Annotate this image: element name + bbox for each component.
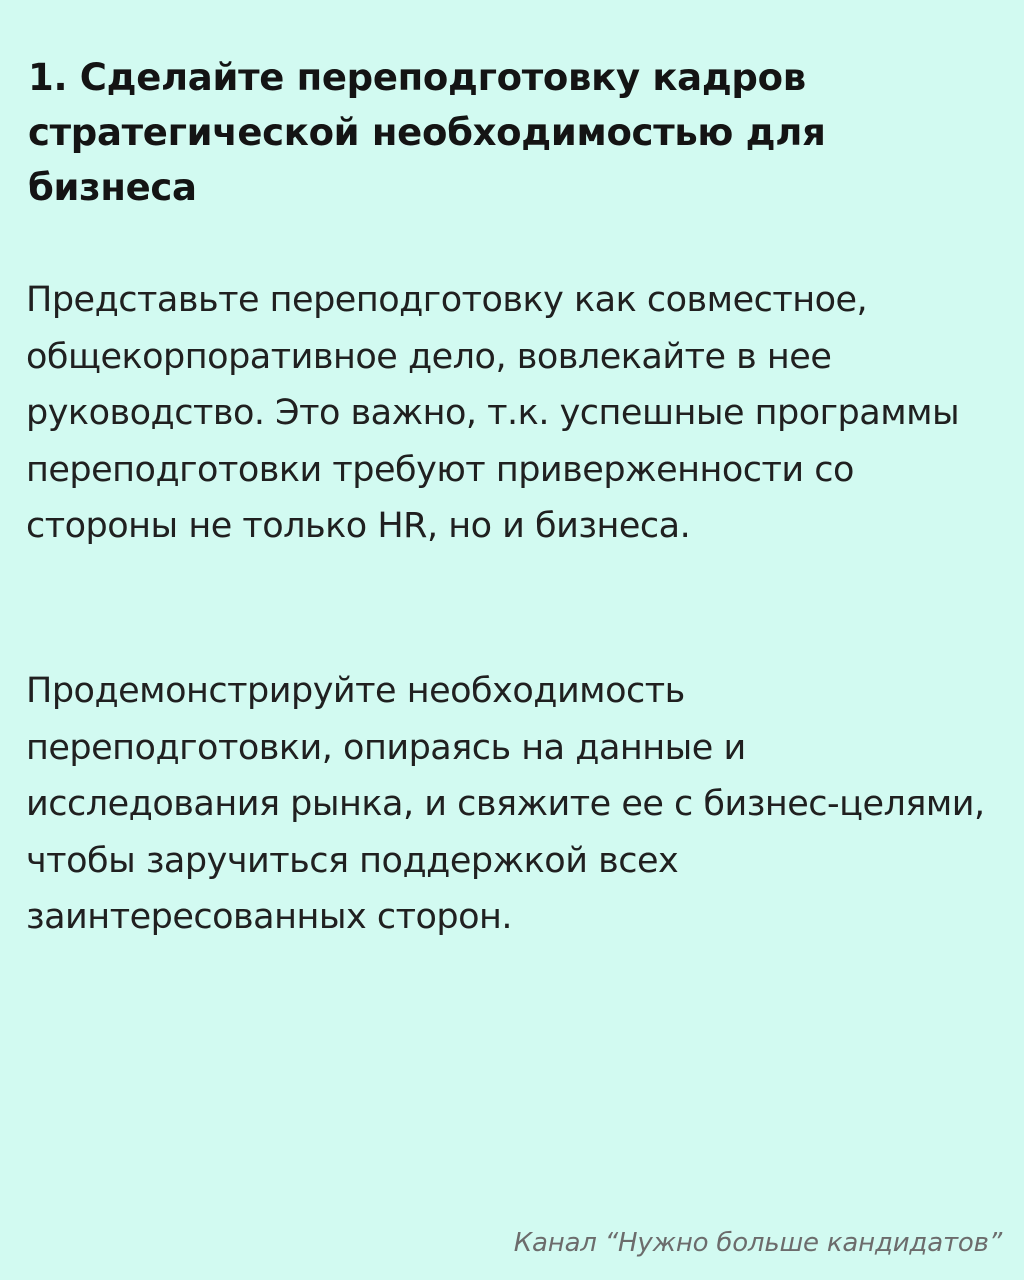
channel-caption: Канал “Нужно больше кандидатов”	[513, 1228, 1002, 1258]
paragraph-1: Представьте переподготовку как совместное, общекорпоративное дело, вовлекайте в нее руководство. Это важно, т.к. успешные программы переподготовки требуют приверженности со стороны не только HR, но и бизнеса.	[26, 280, 960, 546]
slide-heading: 1. Сделайте переподготовку кадров стратегической необходимостью для бизнеса	[28, 56, 826, 209]
paragraph-2: Продемонстрируйте необходимость переподготовки, опираясь на данные и исследования рынка, и свяжите ее с бизнес-целями, чтобы заручиться поддержкой всех заинтересованных сторон.	[26, 671, 985, 937]
